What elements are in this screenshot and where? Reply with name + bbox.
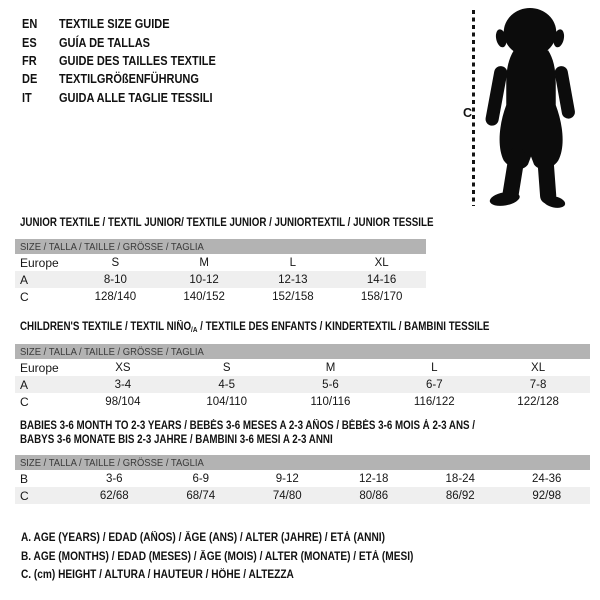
cell: 24-36 <box>532 472 562 485</box>
cell: M <box>199 256 209 269</box>
lang-row-fr <box>22 52 216 70</box>
cell: 12-13 <box>249 271 338 288</box>
cell: 86/92 <box>417 487 504 504</box>
table-row-europe <box>15 254 426 271</box>
cell: 152/158 <box>272 290 314 303</box>
cell: 140/152 <box>183 290 225 303</box>
cell: L <box>289 256 297 269</box>
cell: 18-24 <box>445 472 475 485</box>
cell: 128/140 <box>94 290 137 303</box>
cell: 9-12 <box>275 472 299 485</box>
cell: 3-6 <box>105 472 123 485</box>
lang-row-es <box>22 33 216 51</box>
cell: 122/128 <box>517 395 559 408</box>
cell: XL <box>374 256 389 269</box>
cell: S <box>111 256 120 269</box>
children-title-part: / TEXTILE DES ENFANTS / KINDERTEXTIL / BAMBINI TESSILE <box>197 321 490 333</box>
size-header-text: SIZE / TALLA / TAILLE / GRÖSSE / TAGLIA <box>20 345 204 358</box>
row-label: C <box>15 487 71 504</box>
cell: XS <box>115 361 131 374</box>
row-label: Europe <box>20 255 59 270</box>
row-label: C <box>20 289 29 304</box>
lang-title: TEXTILE SIZE GUIDE <box>58 17 170 32</box>
cell: 62/68 <box>71 487 158 504</box>
size-header-cell <box>15 239 426 254</box>
cell: 7-8 <box>486 376 590 393</box>
lang-code: IT <box>22 90 32 105</box>
table-row-europe <box>15 359 590 376</box>
cell: 80/86 <box>331 487 418 504</box>
footnote-a: A. AGE (YEARS) / EDAD (AÑOS) / ÂGE (ANS) / ALTER (JAHRE) / ETÀ (ANNI) <box>21 532 385 544</box>
children-table-title <box>20 321 489 337</box>
cell: 8-10 <box>71 271 160 288</box>
cell: 74/80 <box>244 487 331 504</box>
cell: M <box>325 361 336 374</box>
height-measure-dashed-line <box>472 10 475 206</box>
children-size-table <box>15 344 590 410</box>
row-label: A <box>15 271 71 288</box>
lang-code: DE <box>22 72 38 87</box>
babies-size-table <box>15 455 590 504</box>
lang-title: GUIDE DES TAILLES TEXTILE <box>58 53 216 68</box>
junior-size-table <box>15 239 426 305</box>
size-header-text: SIZE / TALLA / TAILLE / GRÖSSE / TAGLIA <box>20 240 204 253</box>
row-label: B <box>20 471 29 486</box>
size-header-cell <box>15 455 590 470</box>
lang-code: ES <box>22 35 37 50</box>
size-header-row <box>15 239 426 254</box>
baby-silhouette-icon <box>484 6 578 210</box>
lang-code: FR <box>22 53 37 68</box>
cell: 116/122 <box>413 395 455 408</box>
cell: 6-9 <box>192 472 210 485</box>
size-header-row <box>15 344 590 359</box>
children-title-part: CHILDREN'S TEXTILE / TEXTIL NIÑO <box>20 321 192 333</box>
cell: 92/98 <box>504 487 591 504</box>
cell: 68/74 <box>158 487 245 504</box>
row-label: A <box>15 376 71 393</box>
footnotes <box>21 529 467 585</box>
table-row-age <box>15 376 590 393</box>
size-header-row <box>15 455 590 470</box>
table-row-age <box>15 271 426 288</box>
footnote-b: B. AGE (MONTHS) / EDAD (MESES) / ÂGE (MOIS) / ALTER (MONATE) / ETÀ (MESI) <box>21 550 414 563</box>
cell: 6-7 <box>382 376 486 393</box>
size-header-text: SIZE / TALLA / TAILLE / GRÖSSE / TAGLIA <box>20 456 204 469</box>
cell: 158/170 <box>360 290 403 303</box>
cell: 10-12 <box>160 271 249 288</box>
table-row-height <box>15 393 590 410</box>
cell: 110/116 <box>310 395 351 408</box>
lang-code: EN <box>22 17 38 32</box>
lang-title: GUIDA ALLE TAGLIE TESSILI <box>58 90 213 105</box>
lang-row-de <box>22 70 216 88</box>
babies-table-title <box>20 420 475 447</box>
cell: 5-6 <box>279 376 383 393</box>
babies-title-line1: BABIES 3-6 MONTH TO 2-3 YEARS / BEBÉS 3-6 MESES A 2-3 AÑOS / BÉBÉS 3-6 MOIS À 2-3 ANS / <box>20 420 476 432</box>
row-label: Europe <box>20 360 59 375</box>
table-row-height <box>15 288 426 305</box>
children-title-sub: /A <box>191 325 198 334</box>
lang-row-it <box>22 89 216 107</box>
lang-title: GUÍA DE TALLAS <box>58 35 151 50</box>
height-measure-label: C <box>463 106 473 120</box>
size-header-cell <box>15 344 590 359</box>
cell: 3-4 <box>71 376 175 393</box>
cell: 12-18 <box>359 472 389 485</box>
lang-row-en <box>22 15 216 33</box>
cell: 14-16 <box>337 271 426 288</box>
cell: 4-5 <box>175 376 279 393</box>
junior-table-title: JUNIOR TEXTILE / TEXTIL JUNIOR/ TEXTILE JUNIOR / JUNIORTEXTIL / JUNIOR TESSILE <box>20 217 434 229</box>
row-label: C <box>20 394 29 409</box>
lang-title: TEXTILGRÖßENFÜHRUNG <box>58 72 199 87</box>
language-title-list <box>22 15 242 107</box>
cell: 104/110 <box>206 395 248 408</box>
footnote-c: C. (cm) HEIGHT / ALTURA / HAUTEUR / HÖHE / ALTEZZA <box>21 569 294 582</box>
babies-title-line2: BABYS 3-6 MONATE BIS 2-3 JAHRE / BAMBINI 3-6 MESI A 2-3 ANNI <box>20 433 333 446</box>
cell: 98/104 <box>105 395 141 408</box>
cell: S <box>222 361 231 374</box>
cell: L <box>431 361 438 374</box>
cell: XL <box>531 361 546 374</box>
table-row-age-months <box>15 470 590 487</box>
table-row-height <box>15 487 590 504</box>
